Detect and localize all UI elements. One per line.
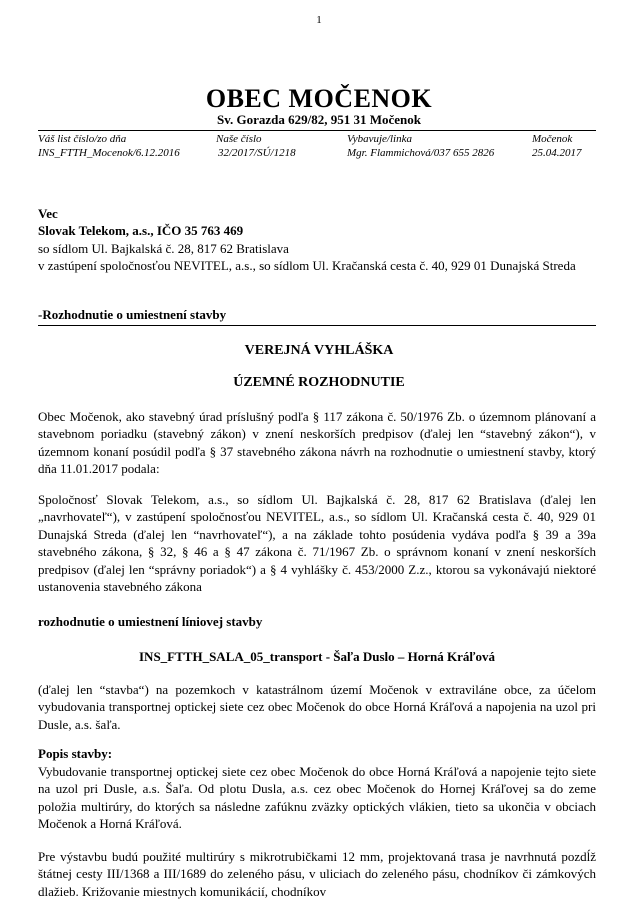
reference-value: Mgr. Flammichová/037 655 2826 (347, 147, 495, 159)
reference-label: Naše číslo (216, 133, 262, 145)
construction-description-heading: Popis stavby: (38, 746, 113, 761)
decision-line: rozhodnutie o umiestnení líniovej stavby (38, 614, 263, 629)
paragraph-multiducts: Pre výstavbu budú použité multirúry s mikrotrubičkami 12 mm, projektovaná trasa je navrhnutá pozdĺž štátnej cesty III/1368 a III/1689 do zeleného pásu, v uliciach do zeleného pásu, chodníkov či zámkových dlažieb. Križovanie miestnych komunikácií, chodníkov (38, 849, 596, 899)
page-number: 1 (316, 14, 322, 26)
recipient-seat: so sídlom Ul. Bajkalská č. 28, 817 62 Bratislava (38, 240, 289, 256)
recipient-label: Vec (38, 206, 58, 221)
reference-label: Močenok (532, 133, 573, 145)
subject-line: -Rozhodnutie o umiestnení stavby (38, 307, 227, 322)
office-address: Sv. Gorazda 629/82, 951 31 Močenok (216, 112, 422, 127)
paragraph-construction: (ďalej len “stavba“) na pozemkoch v katastrálnom území Močenok v extraviláne obce, za účelom vybudovania transportnej optickej siete cez obec Močenok do obce Horná Kráľová a napojenia na uzol pri Dusle, a.s. šaľa. (38, 682, 596, 732)
reference-label: Vybavuje/linka (347, 133, 412, 145)
reference-col-handled-by (347, 132, 494, 160)
header-divider-top (38, 130, 596, 131)
reference-value: 25.04.2017 (532, 147, 582, 159)
reference-col-date (532, 132, 582, 160)
paragraph-intro: Obec Močenok, ako stavebný úrad príslušný podľa § 117 zákona č. 50/1976 Zb. o územnom plánovaní a stavebnom poriadku (stavebný zákon) v znení neskorších predpisov (ďalej len “stavebný zákon“), v územnom konaní posúdil podľa § 37 stavebného zákona návrh na rozhodnutie o umiestnení stavby, ktorý dňa 11.01.2017 podala: (38, 409, 596, 477)
project-name: INS_FTTH_SALA_05_transport - Šaľa Duslo – Horná Kráľová (139, 649, 495, 664)
paragraph-description: Vybudovanie transportnej optickej siete cez obec Močenok do obce Horná Kráľová a napojenie tejto siete na uzol pri Dusle, a.s. Šaľa. Od plotu Dusla, a.s. cez obec Močenok do Hornej Kráľovej sa do zeme položia multirúry, do ktorých sa následne zafúknu zväzky optických vlákien, tieto sa ukončia v obciach Močenok a Horná Kráľová. (38, 764, 596, 832)
recipient-representation: v zastúpení spoločnosťou NEVITEL, a.s., so sídlom Ul. Kračanská cesta č. 40, 929 01 Dunajská Streda (38, 258, 576, 274)
recipient-company: Slovak Telekom, a.s., IČO 35 763 469 (38, 223, 244, 239)
reference-value: INS_FTTH_Mocenok/6.12.2016 (38, 147, 180, 159)
reference-value: 32/2017/SÚ/1218 (218, 147, 296, 159)
reference-label: Váš list číslo/zo dňa (38, 133, 127, 145)
subject-divider (38, 325, 596, 326)
heading-zoning-decision: ÚZEMNÉ ROZHODNUTIE (233, 375, 405, 390)
page-title: OBEC MOČENOK (205, 84, 433, 113)
recipient-block (38, 205, 596, 275)
reference-col-your-letter (38, 132, 180, 160)
heading-public-notice: VEREJNÁ VYHLÁŠKA (244, 343, 394, 358)
paragraph-applicant: Spoločnosť Slovak Telekom, a.s., so sídlom Ul. Bajkalská č. 28, 817 62 Bratislava (ďalej len „navrhovateľ“), v zastúpení spoločnosťou NEVITEL, a.s., so sídlom Ul. Kračanská cesta č. 40, 929 01 Dunajská Streda (ďalej len “navrhovateľ“), a na základe tohto posúdenia vydáva podľa § 39 a 39a stavebného zákona, § 32, § 46 a § 47 zákona č. 71/1967 Zb. o správnom konaní v znení neskorších predpisov (ďalej len “správny poriadok“) a § 4 vyhlášky č. 453/2000 Z.z., ktorou sa vykonávajú niektoré ustanovenia stavebného zákona (38, 492, 596, 595)
reference-col-our-number (216, 132, 296, 160)
